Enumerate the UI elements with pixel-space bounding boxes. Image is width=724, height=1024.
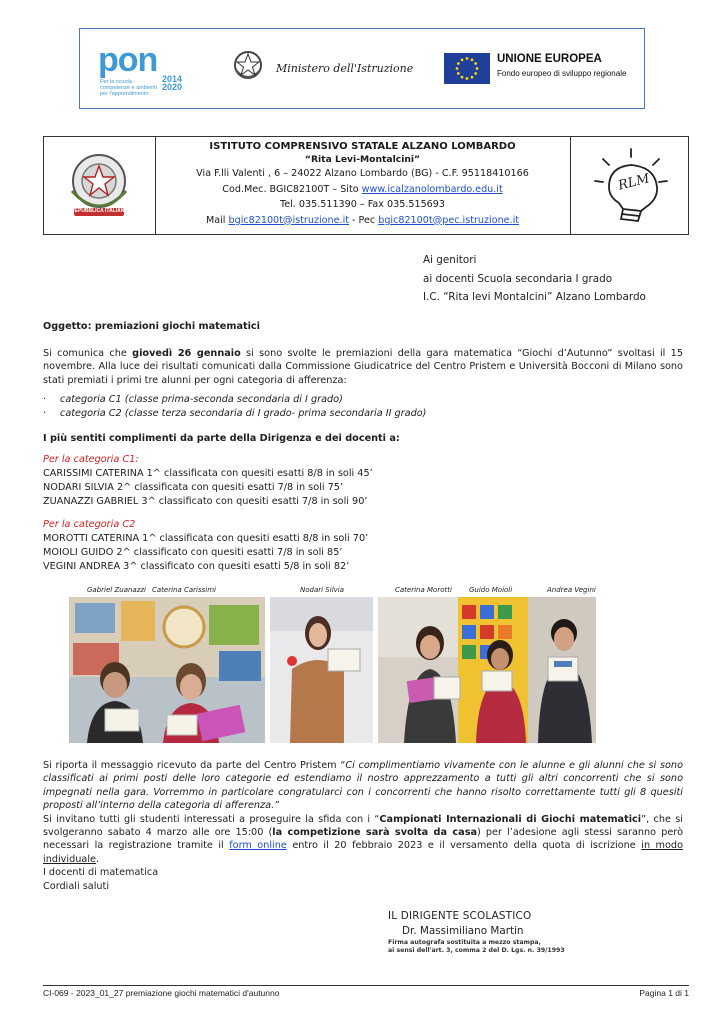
eu-star xyxy=(474,62,477,65)
signature-title: IL DIRIGENTE SCOLASTICO xyxy=(388,910,532,922)
category-c1-title: Per la categoria C1: xyxy=(43,454,139,465)
signature-note xyxy=(388,939,565,955)
eu-star xyxy=(466,57,469,60)
subject-line: Oggetto: premiazioni giochi matematici xyxy=(43,321,260,332)
pristem-message xyxy=(43,759,683,813)
republic-seal-cell xyxy=(44,137,156,234)
eu-star xyxy=(461,76,464,79)
signature-block xyxy=(388,910,565,955)
recipients xyxy=(423,251,646,307)
intro-text-cont: si sono svolte le premiazioni della gara matematica “Giochi d’Autunno” svoltasi il 15 novembre. Alla luce dei risultati comunicati dalla Commissione Giudicatrice del Centro Pristem e Università Bocconi di Milano sono stati premiati i primi tre alunni per ogni categoria di afferenza: xyxy=(43,348,683,386)
eu-star xyxy=(461,58,464,61)
category-list-item xyxy=(43,393,683,406)
closing-greetings: Cordiali saluti xyxy=(43,880,110,892)
italian-emblem-icon xyxy=(230,46,266,86)
seal-ribbon-text: REPUBBLICA ITALIANA xyxy=(71,208,128,214)
institute-name: ISTITUTO COMPRENSIVO STATALE ALZANO LOMBARDO xyxy=(209,141,516,152)
bullet-dot: · xyxy=(43,394,47,405)
republic-seal-icon xyxy=(44,137,155,234)
photo-caption: Gabriel Zuanazzi xyxy=(87,586,146,594)
photo-caption: Guido Moioli xyxy=(469,586,513,594)
winner-row: ZUANAZZI GABRIEL 3^ classificato con quesiti esatti 7/8 in soli 90’ xyxy=(43,496,368,507)
eu-star xyxy=(456,67,459,70)
winner-row: CARISSIMI CATERINA 1^ classificata con quesiti esatti 8/8 in soli 45’ xyxy=(43,468,373,479)
eu-star xyxy=(466,77,469,80)
eu-star xyxy=(471,58,474,61)
page-footer xyxy=(43,985,689,998)
message-intro: Si riporta il messaggio ricevuto da parte del Centro Pristem “ xyxy=(43,760,346,771)
pon-logo-word: pon xyxy=(98,41,158,79)
recipient-line: I.C. “Rita levi Montalcini” Alzano Lombardo xyxy=(423,291,646,304)
eu-star xyxy=(457,62,460,65)
school-logo-cell xyxy=(570,137,689,234)
category-c2-title: Per la categoria C2 xyxy=(43,519,136,530)
pon-logo-years: 2014 2020 xyxy=(162,74,183,92)
signature-note-line: ai sensi dell'art. 3, comma 2 del D. Lgs. n. 39/1993 xyxy=(388,947,565,954)
invite-text: Si invitano tutti gli studenti interessati a proseguire la sfida con i “ xyxy=(43,813,380,825)
mail-label: Mail xyxy=(205,214,229,226)
category-text: categoria C2 (classe terza secondaria di I grado- prima secondaria II grado) xyxy=(60,408,427,419)
bullet-dot: · xyxy=(43,408,47,419)
invite-text-3: ) per l’adesione agli stessi saranno però necessari la registrazione tramite il xyxy=(43,827,683,852)
photo-c1-group xyxy=(69,597,265,743)
footer-page-number: Pagina 1 di 1 xyxy=(639,988,689,998)
recipient-line: Ai genitori xyxy=(423,254,477,266)
eu-star xyxy=(471,76,474,79)
institute-phone: Tel. 035.511390 – Fax 035.515693 xyxy=(279,199,445,211)
institute-subtitle: “Rita Levi-Montalcini” xyxy=(304,154,421,166)
invite-home: la competizione sarà svolta da casa xyxy=(272,827,477,839)
winner-row: NODARI SILVIA 2^ classificata con quesiti esatti 7/8 in soli 75’ xyxy=(43,482,344,493)
institute-site-link[interactable]: www.icalzanolombardo.edu.it xyxy=(361,183,503,195)
mail-link[interactable]: bgic82100t@istruzione.it xyxy=(228,214,349,226)
invitation-paragraph xyxy=(43,813,683,867)
intro-paragraph xyxy=(43,347,683,387)
invite-competition: Campionati Internazionali di Giochi matematici xyxy=(379,813,642,825)
photo-caption: Nodari Silvia xyxy=(300,586,345,594)
logo-letters: RLM xyxy=(616,171,652,194)
message-section xyxy=(43,759,683,893)
intro-date: giovedì 26 gennaio xyxy=(132,348,241,359)
header-banner xyxy=(79,28,645,109)
invite-text-4: entro il 20 febbraio 2023 e il versamento della quota di iscrizione xyxy=(286,840,642,852)
invite-end: . xyxy=(95,853,100,865)
signature-note-line: Firma autografa sostituita a mezzo stampa, xyxy=(388,939,541,946)
footer-document-id: CI-069 - 2023_01_27 premiazione giochi matematici d'autunno xyxy=(43,988,280,998)
winner-row: MOROTTI CATERINA 1^ classificata con quesiti esatti 8/8 in soli 70’ xyxy=(43,533,369,544)
photo-c2-group xyxy=(378,597,596,743)
pec-label: - Pec xyxy=(349,214,379,226)
photo-caption: Andrea Vegini xyxy=(547,586,596,594)
eu-flag-icon xyxy=(444,53,490,84)
invite-text-2: ”, che si svolgeranno sabato 4 marzo alle ore 15:00 ( xyxy=(43,813,683,839)
winner-row: VEGINI ANDREA 3^ classificato con quesiti esatti 5/8 in soli 82’ xyxy=(43,561,350,572)
institute-address: Via F.lli Valenti , 6 – 24022 Alzano Lombardo (BG) - C.F. 95118410166 xyxy=(196,168,529,180)
eu-subtitle: Fondo europeo di sviluppo regionale xyxy=(497,69,627,78)
invite-individual: in modo individuale xyxy=(43,840,683,865)
category-list-item xyxy=(43,407,683,420)
pon-logo xyxy=(92,39,192,99)
institute-details xyxy=(155,137,570,234)
photo-caption: Caterina Carissimi xyxy=(152,586,217,594)
photo-nodari xyxy=(270,597,373,743)
intro-text: Si comunica che xyxy=(43,348,133,359)
message-quote: Ci complimentiamo vivamente con le alunne e gli alunni che si sono classificati ai primi posti delle loro categorie ed estendiamo il nostro apprezzamento a tutti gli altri concorrenti che si sono impegnati nella gara. Vorremmo in particolare congratularci con i concorrenti che hanno risolto correttamente tutti gli 8 quesiti proposti all’interno della categoria di afferenza.” xyxy=(43,760,683,812)
institute-mail-line xyxy=(155,213,570,228)
form-online-link[interactable]: form online xyxy=(229,840,287,852)
institute-box xyxy=(43,136,689,235)
compliments-heading: I più sentiti complimenti da parte della Dirigenza e dei docenti a: xyxy=(43,433,400,444)
category-text: categoria C1 (classe prima-seconda secondaria di I grado) xyxy=(60,394,343,405)
eu-star xyxy=(457,72,460,75)
eu-title: UNIONE EUROPEA xyxy=(497,53,602,65)
pec-link[interactable]: bgic82100t@pec.istruzione.it xyxy=(378,214,520,226)
ministry-name: Ministero dell'Istruzione xyxy=(276,62,414,75)
recipient-line: ai docenti Scuola secondaria I grado xyxy=(423,272,613,285)
institute-code-line xyxy=(155,182,570,197)
signature-name: Dr. Massimiliano Martin xyxy=(402,925,524,937)
winner-row: MOIOLI GUIDO 2^ classificato con quesiti esatti 7/8 in soli 85’ xyxy=(43,547,343,558)
closing-teachers: I docenti di matematica xyxy=(43,867,159,879)
pon-logo-subtitle: Per la scuola - competenze e ambienti per l'apprendimento xyxy=(100,79,157,97)
eu-star xyxy=(476,67,479,70)
photo-caption: Caterina Morotti xyxy=(395,586,452,594)
eu-star xyxy=(474,72,477,75)
institute-code: Cod.Mec. BGIC82100T – Sito xyxy=(222,183,362,195)
